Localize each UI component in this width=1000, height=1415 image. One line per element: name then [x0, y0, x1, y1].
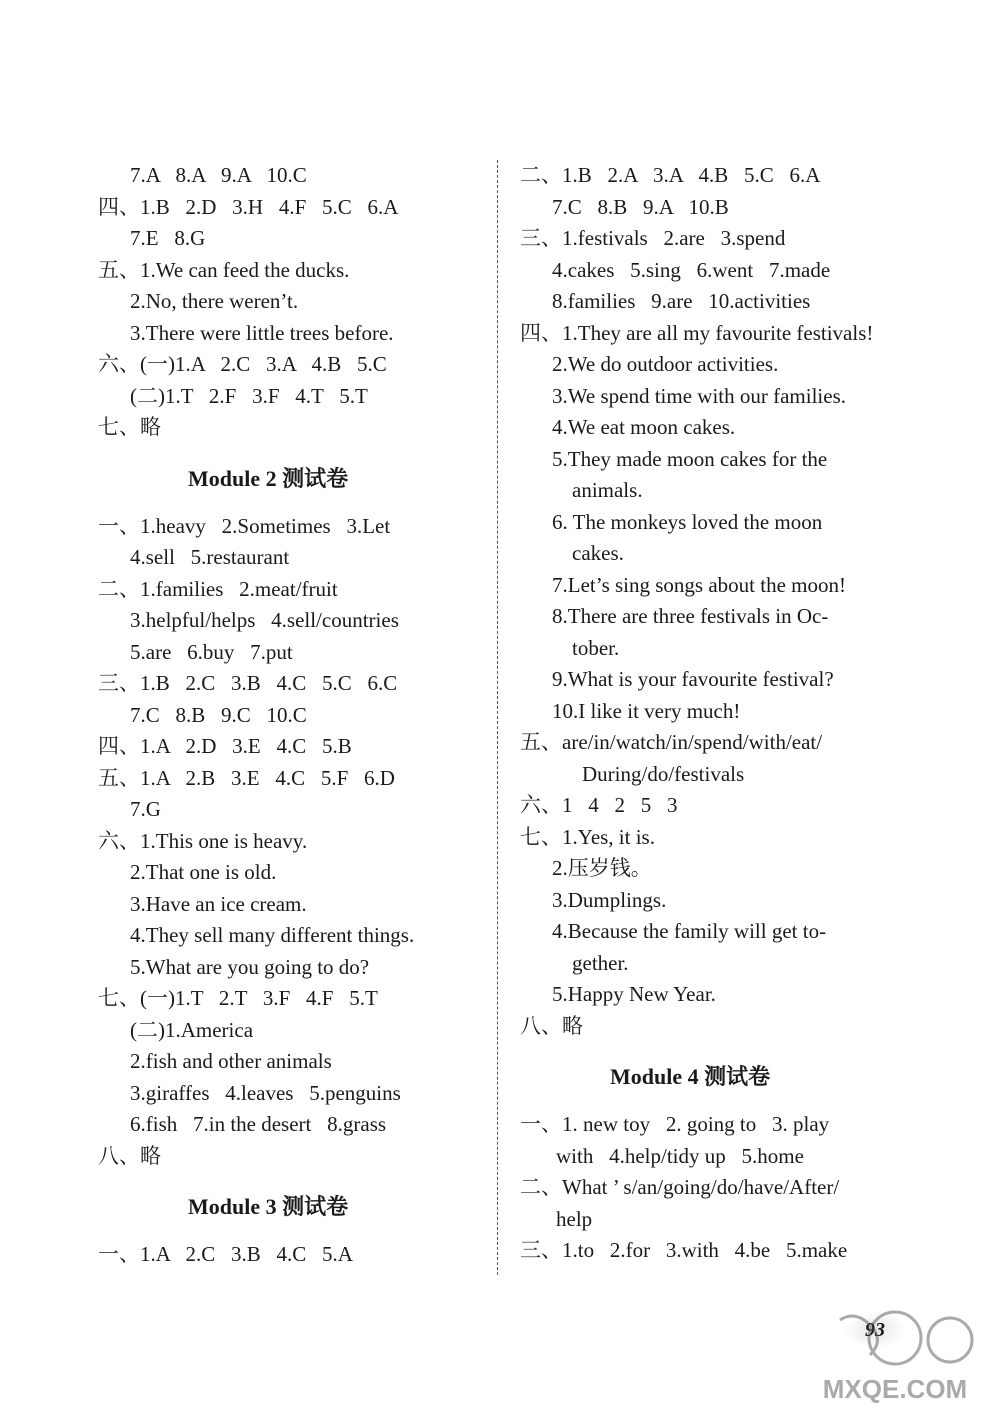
answer-line: 7.C 8.B 9.C 10.C	[130, 702, 307, 727]
answer-line: 9.What is your favourite festival?	[552, 667, 834, 691]
answer-line: 一、1.A 2.C 3.B 4.C 5.A	[98, 1242, 353, 1266]
answer-line: 5.They made moon cakes for the	[552, 446, 828, 471]
answer-line: 5.What are you going to do?	[130, 954, 370, 979]
answer-line: 8.There are three festivals in Oc-	[552, 604, 829, 628]
answer-line: During/do/festivals	[582, 761, 745, 786]
answer-line: 三、1.to 2.for 3.with 4.be 5.make	[520, 1238, 848, 1262]
answer-line: 六、1.This one is heavy.	[98, 828, 308, 853]
answer-line: 五、1.We can feed the ducks.	[98, 257, 350, 282]
answer-line: 四、1.They are all my favourite festivals!	[520, 320, 874, 345]
answer-line: 7.C 8.B 9.A 10.B	[552, 194, 729, 219]
answer-line: 7.A 8.A 9.A 10.C	[130, 163, 307, 187]
answer-line: 3.We spend time with our families.	[552, 383, 846, 408]
answer-line: (二)1.T 2.F 3.F 4.T 5.T	[130, 383, 368, 408]
answer-line: 10.I like it very much!	[552, 698, 741, 723]
answer-line: 7.Let’s sing songs about the moon!	[552, 572, 846, 597]
answer-line: 2.We do outdoor activities.	[552, 352, 779, 376]
answer-line: 7.E 8.G	[130, 226, 206, 250]
answer-line: 三、1.festivals 2.are 3.spend	[520, 226, 786, 250]
answer-line: 七、(一)1.T 2.T 3.F 4.F 5.T	[98, 986, 378, 1010]
answer-line: 4.Because the family will get to-	[552, 919, 827, 943]
watermark-text: MXQE.COM	[822, 1374, 968, 1404]
answer-line: 4.cakes 5.sing 6.went 7.made	[552, 257, 831, 282]
answer-line: 4.They sell many different things.	[130, 923, 415, 947]
answer-line: 3.helpful/helps 4.sell/countries	[130, 608, 399, 632]
answer-line: 七、略	[98, 415, 161, 439]
answer-line: animals.	[572, 478, 643, 502]
answer-line: help	[556, 1206, 593, 1231]
answer-line: 3.There were little trees before.	[130, 320, 394, 345]
answer-line: 6. The monkeys loved the moon	[552, 509, 823, 534]
answer-line: 五、1.A 2.B 3.E 4.C 5.F 6.D	[98, 765, 395, 790]
answer-line: 四、1.A 2.D 3.E 4.C 5.B	[98, 734, 352, 758]
answer-line: 二、1.families 2.meat/fruit	[98, 576, 338, 601]
section-heading: Module 3 测试卷	[188, 1194, 349, 1219]
answer-line: 二、What ’ s/an/going/do/have/After/	[520, 1175, 840, 1199]
column-divider	[497, 160, 498, 1275]
answer-line: 3.giraffes 4.leaves 5.penguins	[130, 1080, 401, 1105]
watermark-logo	[800, 1300, 990, 1410]
answer-line: 八、略	[98, 1143, 161, 1168]
answer-line: 六、1 4 2 5 3	[520, 793, 678, 817]
answer-line: cakes.	[572, 541, 624, 565]
answer-line: 8.families 9.are 10.activities	[552, 289, 811, 313]
section-heading: Module 4 测试卷	[610, 1064, 771, 1089]
answer-line: 2.That one is old.	[130, 860, 277, 884]
answer-line: 2.压岁钱。	[552, 856, 652, 880]
answer-line: gether.	[572, 950, 629, 975]
answer-line: 4.We eat moon cakes.	[552, 415, 736, 439]
answer-line: 3.Dumplings.	[552, 887, 667, 912]
answer-line: 4.sell 5.restaurant	[130, 545, 290, 569]
answer-line: 3.Have an ice cream.	[130, 891, 307, 916]
answer-line: 6.fish 7.in the desert 8.grass	[130, 1112, 387, 1136]
answer-line: 三、1.B 2.C 3.B 4.C 5.C 6.C	[98, 671, 398, 695]
answer-line: 2.No, there weren’t.	[130, 289, 299, 313]
answer-line: tober.	[572, 635, 620, 660]
page-number: 93	[845, 1312, 905, 1348]
answer-line: 四、1.B 2.D 3.H 4.F 5.C 6.A	[98, 194, 399, 219]
answer-line: 5.are 6.buy 7.put	[130, 639, 293, 664]
answer-line: 一、1. new toy 2. going to 3. play	[520, 1112, 830, 1136]
answer-line: 2.fish and other animals	[130, 1049, 332, 1073]
answer-line: 一、1.heavy 2.Sometimes 3.Let	[98, 513, 391, 538]
answer-line: 五、are/in/watch/in/spend/with/eat/	[520, 730, 823, 754]
answer-line: 7.G	[130, 797, 161, 821]
answer-line: with 4.help/tidy up 5.home	[556, 1143, 804, 1168]
answer-line: 七、1.Yes, it is.	[520, 824, 655, 849]
answer-line: 六、(一)1.A 2.C 3.A 4.B 5.C	[98, 352, 387, 376]
answer-line: 5.Happy New Year.	[552, 982, 716, 1006]
section-heading: Module 2 测试卷	[188, 465, 349, 491]
answer-line: 二、1.B 2.A 3.A 4.B 5.C 6.A	[520, 163, 821, 187]
answer-line: 八、略	[520, 1013, 583, 1038]
answer-line: (二)1.America	[130, 1017, 254, 1042]
